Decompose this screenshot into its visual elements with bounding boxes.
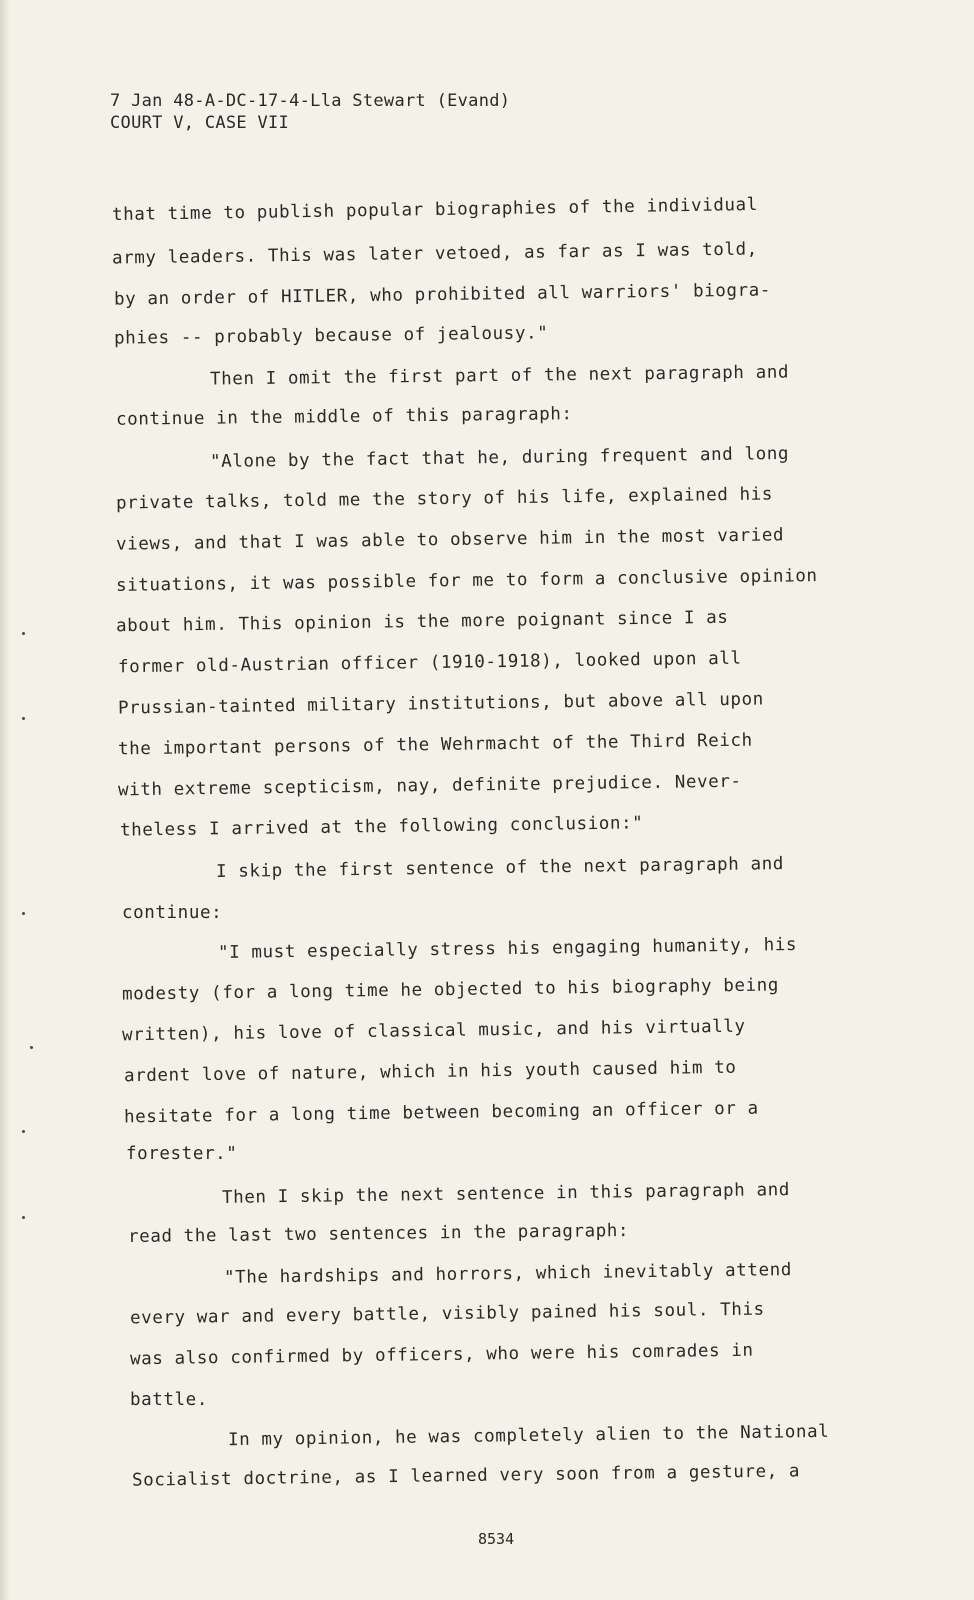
paper-speck [22, 632, 25, 635]
text-line: former old-Austrian officer (1910-1918), looked upon all [117, 648, 742, 678]
text-line: continue: [122, 903, 223, 923]
text-line: views, and that I was able to observe him in the most varied [115, 525, 785, 555]
text-line: Prussian-tainted military institutions, but above all upon [117, 689, 764, 719]
text-line: every war and every battle, visibly pained his soul. This [129, 1299, 765, 1329]
page-edge-shadow [0, 0, 10, 1600]
text-line: "Alone by the fact that he, during frequent and long [209, 443, 790, 473]
text-line: "The hardships and horrors, which inevitably attend [223, 1260, 793, 1288]
header-court-line: COURT V, CASE VII [110, 113, 290, 133]
text-line: about him. This opinion is the more poignant since I as [115, 607, 729, 637]
text-line: private talks, told me the story of his life, explained his [115, 484, 774, 514]
paper-speck [22, 1216, 25, 1219]
text-line: Socialist doctrine, as I learned very soon from a gesture, a [131, 1461, 801, 1491]
text-line: the important persons of the Wehrmacht of the Third Reich [117, 730, 753, 760]
text-line: situations, it was possible for me to form a conclusive opinion [115, 566, 818, 596]
document-header [110, 90, 510, 134]
text-line: Then I omit the first part of the next paragraph and [209, 362, 790, 390]
text-line: forester." [126, 1144, 238, 1164]
text-line: that time to publish popular biographies of the individual [111, 194, 759, 226]
text-line: army leaders. This was later vetoed, as far as I was told, [111, 239, 758, 269]
text-line: continue in the middle of this paragraph: [115, 404, 573, 430]
text-line: was also confirmed by officers, who were his comrades in [129, 1340, 754, 1370]
text-line: Then I skip the next sentence in this paragraph and [221, 1180, 791, 1208]
text-line: "I must especially stress his engaging humanity, his [217, 934, 798, 964]
paper-speck [22, 1130, 25, 1133]
text-line: hesitate for a long time between becoming an officer or a [123, 1098, 759, 1128]
header-reference-line: 7 Jan 48-A-DC-17-4-Lla Stewart (Evand) [110, 91, 511, 111]
paper-speck [22, 717, 25, 720]
page-number: 8534 [478, 1530, 515, 1548]
text-line: theless I arrived at the following conclusion:" [119, 813, 644, 841]
text-line: written), his love of classical music, and his virtually [121, 1016, 746, 1046]
text-line: battle. [130, 1390, 208, 1410]
paper-speck [30, 1046, 33, 1049]
text-line: by an order of HITLER, who prohibited all warriors' biogra- [113, 280, 772, 310]
text-line: read the last two sentences in the paragraph: [127, 1220, 630, 1248]
text-line: In my opinion, he was completely alien to the National [227, 1421, 830, 1451]
text-line: I skip the first sentence of the next paragraph and [215, 854, 785, 882]
paper-speck [22, 912, 25, 915]
text-line: ardent love of nature, which in his youth caused him to [123, 1057, 737, 1087]
text-line: phies -- probably because of jealousy." [113, 323, 549, 349]
text-line: with extreme scepticism, nay, definite prejudice. Never- [117, 771, 742, 801]
text-line: modesty (for a long time he objected to his biography being [121, 975, 780, 1005]
